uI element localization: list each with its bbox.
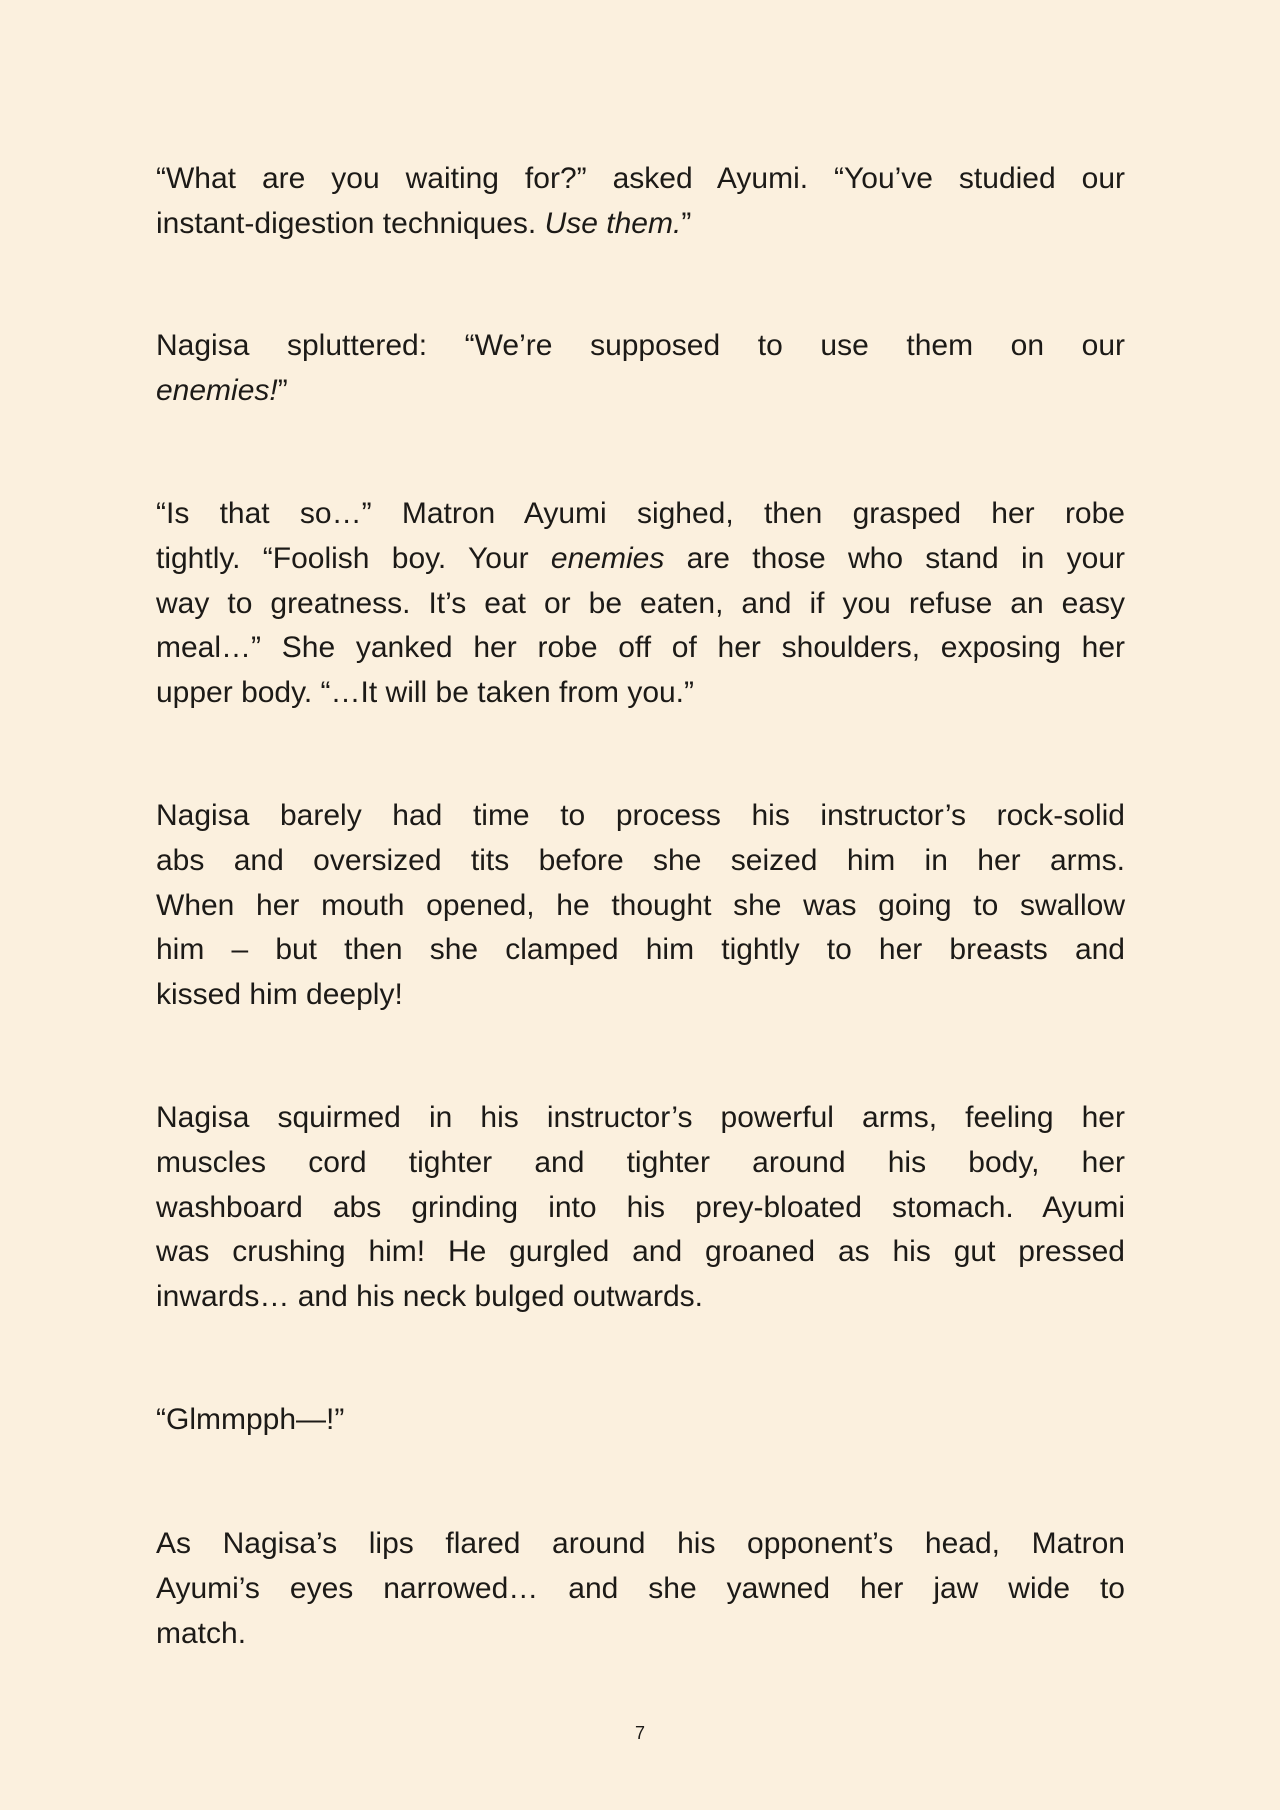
paragraph-2: [156, 324, 1125, 414]
text-line: [156, 1141, 1125, 1186]
text-run: instant-digestion techniques.: [156, 206, 545, 240]
text-run: kissed him deeply!: [156, 978, 403, 1012]
text-run: ”: [681, 206, 692, 240]
text-line: [156, 369, 1125, 414]
text-run: are those who stand in your: [664, 541, 1125, 575]
text-line: [156, 671, 1125, 716]
text-run: “Glmmpph—!”: [156, 1403, 345, 1436]
text-line: [156, 582, 1125, 627]
text-line: [156, 1522, 1125, 1567]
paragraph-3: [156, 492, 1125, 716]
text-line: [156, 324, 1125, 369]
text-run: Ayumi’s eyes narrowed… and she yawned her jaw wide to: [156, 1571, 1125, 1605]
text-line: [156, 839, 1125, 884]
text-line: [156, 973, 1125, 1018]
text-run: him – but then she clamped him tightly to her breasts and: [156, 933, 1125, 967]
text-line: [156, 928, 1125, 973]
text-run: upper body. “…It will be taken from you.”: [156, 676, 695, 710]
text-line: [156, 626, 1125, 671]
text-run: “Is that so…” Matron Ayumi sighed, then grasped her robe: [156, 497, 1125, 530]
italic-text: enemies!: [156, 373, 278, 407]
text-line: [156, 1567, 1125, 1612]
text-line: [156, 794, 1125, 839]
text-run: Nagisa squirmed in his instructor’s powerful arms, feeling her: [156, 1101, 1125, 1134]
text-run: inwards… and his neck bulged outwards.: [156, 1280, 703, 1314]
text-line: [156, 1096, 1125, 1141]
paragraph-4: [156, 794, 1125, 1018]
text-line: [156, 157, 1125, 202]
text-line: [156, 492, 1125, 537]
text-line: [156, 1398, 1125, 1443]
text-line: [156, 202, 1125, 247]
text-line: [156, 537, 1125, 582]
text-run: tightly. “Foolish boy. Your: [156, 541, 551, 575]
text-run: was crushing him! He gurgled and groaned as his gut pressed: [156, 1235, 1125, 1269]
text-line: [156, 1230, 1125, 1275]
italic-text: Use them.: [544, 206, 682, 240]
text-line: [156, 884, 1125, 929]
text-run: way to greatness. It’s eat or be eaten, and if you refuse an easy: [156, 586, 1125, 620]
text-line: [156, 1186, 1125, 1231]
text-run: meal…” She yanked her robe off of her shoulders, exposing her: [156, 631, 1125, 665]
text-run: match.: [156, 1616, 247, 1650]
text-run: Nagisa barely had time to process his instructor’s rock-solid: [156, 799, 1125, 832]
text-run: washboard abs grinding into his prey-bloated stomach. Ayumi: [156, 1190, 1125, 1224]
paragraph-7: [156, 1522, 1125, 1656]
text-run: ”: [277, 373, 288, 407]
text-run: When her mouth opened, he thought she was going to swallow: [156, 888, 1125, 922]
paragraph-6: [156, 1398, 1125, 1443]
text-run: As Nagisa’s lips flared around his opponent’s head, Matron: [156, 1527, 1125, 1560]
text-run: Nagisa spluttered: “We’re supposed to use them on our: [156, 329, 1125, 362]
paragraph-1: [156, 157, 1125, 247]
italic-text: enemies: [550, 541, 665, 575]
text-run: abs and oversized tits before she seized him in her arms.: [156, 843, 1125, 877]
page-number: 7: [634, 1723, 645, 1743]
text-run: muscles cord tighter and tighter around his body, her: [156, 1145, 1125, 1179]
text-line: [156, 1275, 1125, 1320]
text-run: “What are you waiting for?” asked Ayumi. “You’ve studied our: [156, 162, 1125, 195]
text-line: [156, 1612, 1125, 1657]
paragraph-5: [156, 1096, 1125, 1320]
